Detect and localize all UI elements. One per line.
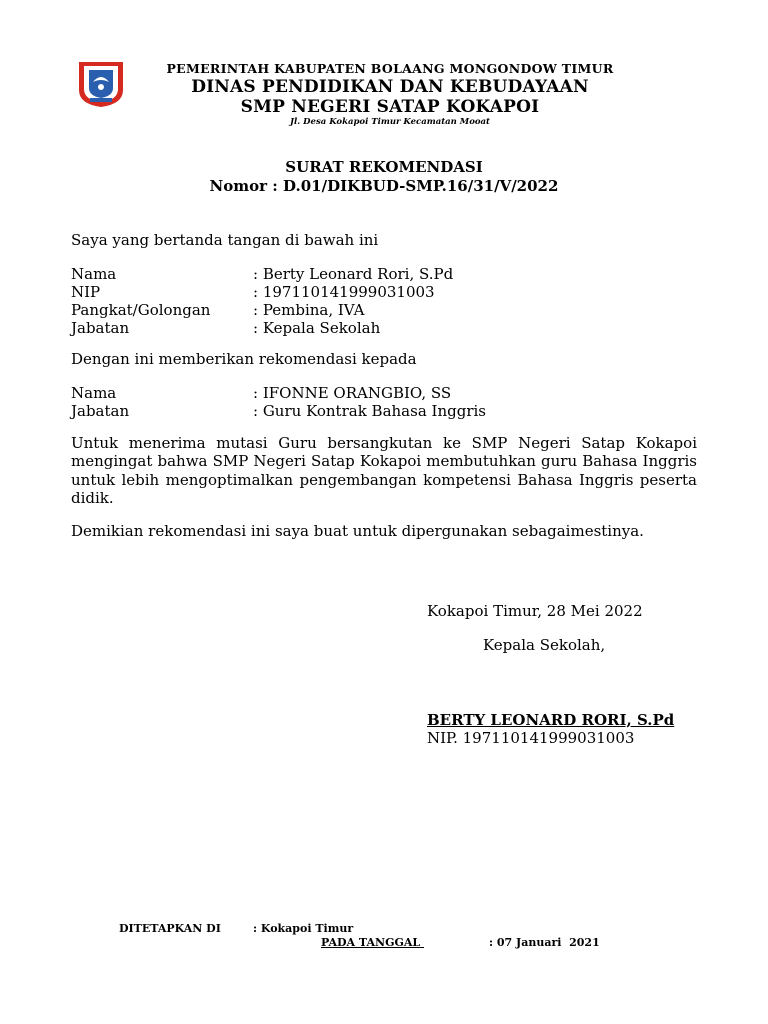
field-value: : Pembina, IVA bbox=[253, 301, 365, 319]
signer-nip: NIP. 197110141999031003 bbox=[427, 729, 635, 747]
field-label: Jabatan bbox=[71, 319, 130, 337]
recommend-intro-text: Dengan ini memberikan rekomendasi kepada bbox=[71, 350, 417, 368]
field-label: NIP bbox=[71, 283, 101, 301]
closing-paragraph: Demikian rekomendasi ini saya buat untuk dipergunakan sebagaimestinya. bbox=[71, 522, 644, 540]
place-date: Kokapoi Timur, 28 Mei 2022 bbox=[427, 602, 643, 620]
intro-text: Saya yang bertanda tangan di bawah ini bbox=[71, 231, 379, 249]
signer-name: BERTY LEONARD RORI, S.Pd bbox=[427, 711, 675, 729]
field-value: : 197110141999031003 bbox=[253, 283, 435, 301]
letterhead-government: PEMERINTAH KABUPATEN BOLAANG MONGONDOW TIMUR bbox=[166, 61, 614, 76]
field-value: : Guru Kontrak Bahasa Inggris bbox=[253, 402, 486, 420]
letterhead-department: DINAS PENDIDIKAN DAN KEBUDAYAAN bbox=[191, 77, 589, 97]
field-label: Nama bbox=[71, 384, 117, 402]
regency-emblem-icon bbox=[76, 60, 126, 108]
field-value: : Berty Leonard Rori, S.Pd bbox=[253, 265, 454, 283]
field-label: Nama bbox=[71, 265, 117, 283]
letterhead-address: Jl. Desa Kokapoi Timur Kecamatan Mooat bbox=[290, 117, 490, 127]
field-value: : Kepala Sekolah bbox=[253, 319, 381, 337]
field-value: : IFONNE ORANGBIO, SS bbox=[253, 384, 452, 402]
date-value: : 07 Januari 2021 bbox=[489, 936, 600, 949]
set-at-label: DITETAPKAN DI bbox=[119, 922, 221, 935]
set-at-value: : Kokapoi Timur bbox=[253, 922, 354, 935]
field-label: Jabatan bbox=[71, 402, 130, 420]
letter-title: SURAT REKOMENDASI bbox=[285, 158, 483, 176]
body-paragraph: Untuk menerima mutasi Guru bersangkutan ke SMP Negeri Satap Kokapoi mengingat bahwa SMP Negeri Satap Kokapoi membutuhkan guru Bahasa Inggris untuk lebih mengoptimalkan pengembangan kompetensi Bahasa Inggris peserta didik. bbox=[71, 434, 697, 507]
signer-position: Kepala Sekolah, bbox=[483, 636, 606, 654]
date-label: PADA TANGGAL bbox=[321, 936, 421, 949]
letterhead-school: SMP NEGERI SATAP KOKAPOI bbox=[240, 97, 540, 117]
field-label: Pangkat/Golongan bbox=[71, 301, 211, 319]
letter-number: Nomor : D.01/DIKBUD-SMP.16/31/V/2022 bbox=[209, 177, 559, 195]
date-line bbox=[321, 936, 628, 949]
